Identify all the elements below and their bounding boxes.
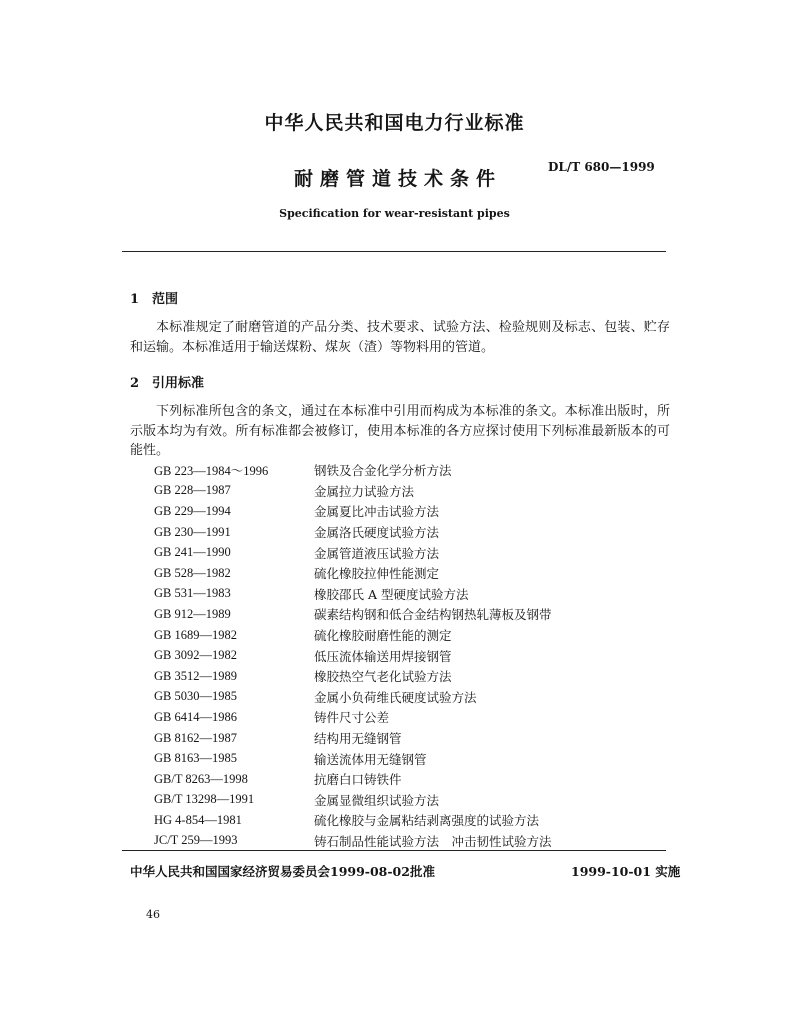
reference-title: 金属显微组织试验方法 bbox=[314, 792, 440, 808]
reference-title: 金属小负荷维氏硬度试验方法 bbox=[314, 689, 477, 705]
reference-row bbox=[154, 645, 552, 666]
standard-number: DL/T 680—1999 bbox=[548, 160, 655, 174]
reference-row bbox=[154, 563, 552, 584]
reference-title: 金属拉力试验方法 bbox=[314, 483, 415, 499]
reference-code: GB 1689—1982 bbox=[154, 627, 237, 642]
reference-title: 输送流体用无缝钢管 bbox=[314, 751, 427, 767]
reference-title: 硫化橡胶耐磨性能的测定 bbox=[314, 628, 452, 644]
reference-code: GB 528—1982 bbox=[154, 565, 231, 580]
reference-code: GB 3092—1982 bbox=[154, 648, 237, 663]
page-number: 46 bbox=[146, 908, 160, 921]
reference-code: GB 6414—1986 bbox=[154, 709, 237, 724]
section-title: 范围 bbox=[152, 292, 179, 307]
reference-row bbox=[154, 748, 552, 769]
reference-title: 铸件尺寸公差 bbox=[314, 710, 390, 726]
reference-title: 铸石制品性能试验方法 冲击韧性试验方法 bbox=[314, 833, 552, 849]
reference-row bbox=[154, 584, 552, 605]
approval-statement: 中华人民共和国国家经济贸易委员会1999-08-02批准 bbox=[130, 864, 435, 879]
reference-row bbox=[154, 542, 552, 563]
reference-row bbox=[154, 666, 552, 687]
section-title: 引用标准 bbox=[152, 376, 205, 391]
reference-title: 结构用无缝钢管 bbox=[314, 731, 402, 747]
document-title: 耐磨管道技术条件 bbox=[294, 168, 503, 190]
reference-title: 硫化橡胶与金属粘结剥离强度的试验方法 bbox=[314, 813, 540, 829]
reference-code: GB 223—1984～1996 bbox=[154, 464, 269, 479]
reference-row bbox=[154, 769, 552, 790]
reference-row bbox=[154, 522, 552, 543]
reference-row bbox=[154, 481, 552, 502]
section-2-heading bbox=[130, 372, 204, 391]
reference-code: GB 531—1983 bbox=[154, 586, 231, 601]
reference-title: 碳素结构钢和低合金结构钢热轧薄板及钢带 bbox=[314, 607, 552, 623]
reference-title: 橡胶热空气老化试验方法 bbox=[314, 669, 452, 685]
reference-row bbox=[154, 728, 552, 749]
reference-code: GB 229—1994 bbox=[154, 503, 231, 518]
reference-code: GB 912—1989 bbox=[154, 606, 231, 621]
reference-code: HG 4-854—1981 bbox=[154, 812, 242, 827]
effective-date: 1999-10-01 实施 bbox=[571, 864, 681, 879]
reference-title: 硫化橡胶拉伸性能测定 bbox=[314, 566, 440, 582]
reference-code: GB/T 8263—1998 bbox=[154, 771, 248, 786]
header-divider bbox=[122, 251, 666, 252]
reference-title: 金属夏比冲击试验方法 bbox=[314, 504, 440, 520]
reference-row bbox=[154, 831, 552, 852]
reference-row bbox=[154, 460, 552, 481]
reference-title: 低压流体输送用焊接钢管 bbox=[314, 648, 452, 664]
reference-row bbox=[154, 810, 552, 831]
english-title: Specification for wear-resistant pipes bbox=[279, 207, 510, 220]
section-1-paragraph: 本标准规定了耐磨管道的产品分类、技术要求、试验方法、检验规则及标志、包装、贮存和运输。本标准适用于输送煤粉、煤灰（渣）等物料用的管道。 bbox=[130, 320, 670, 355]
reference-title: 金属洛氏硬度试验方法 bbox=[314, 525, 440, 541]
reference-code: GB 5030—1985 bbox=[154, 689, 237, 704]
reference-code: GB 3512—1989 bbox=[154, 668, 237, 683]
reference-row bbox=[154, 790, 552, 811]
reference-row bbox=[154, 707, 552, 728]
issuing-organization: 中华人民共和国电力行业标准 bbox=[264, 112, 525, 134]
section-2-paragraph: 下列标准所包含的条文，通过在本标准中引用而构成为本标准的条文。本标准出版时，所示版本均为有效。所有标准都会被修订，使用本标准的各方应探讨使用下列标准最新版本的可能性。 bbox=[130, 404, 670, 458]
reference-code: GB 230—1991 bbox=[154, 524, 231, 539]
reference-row bbox=[154, 604, 552, 625]
reference-row bbox=[154, 625, 552, 646]
reference-code: JC/T 259—1993 bbox=[154, 833, 238, 848]
reference-code: GB 8163—1985 bbox=[154, 751, 237, 766]
footer-divider bbox=[122, 850, 666, 851]
section-number: 1 bbox=[130, 292, 140, 307]
reference-title: 橡胶邵氏 A 型硬度试验方法 bbox=[314, 586, 469, 602]
reference-code: GB 8162—1987 bbox=[154, 730, 237, 745]
reference-title: 钢铁及合金化学分析方法 bbox=[314, 463, 452, 479]
reference-title: 抗磨白口铸铁件 bbox=[314, 772, 402, 788]
reference-row bbox=[154, 687, 552, 708]
section-1-heading bbox=[130, 288, 178, 307]
reference-title: 金属管道液压试验方法 bbox=[314, 545, 440, 561]
reference-code: GB/T 13298—1991 bbox=[154, 792, 255, 807]
reference-row bbox=[154, 501, 552, 522]
reference-code: GB 228—1987 bbox=[154, 483, 231, 498]
section-number: 2 bbox=[130, 376, 140, 391]
normative-references-list bbox=[154, 460, 552, 851]
reference-code: GB 241—1990 bbox=[154, 545, 231, 560]
